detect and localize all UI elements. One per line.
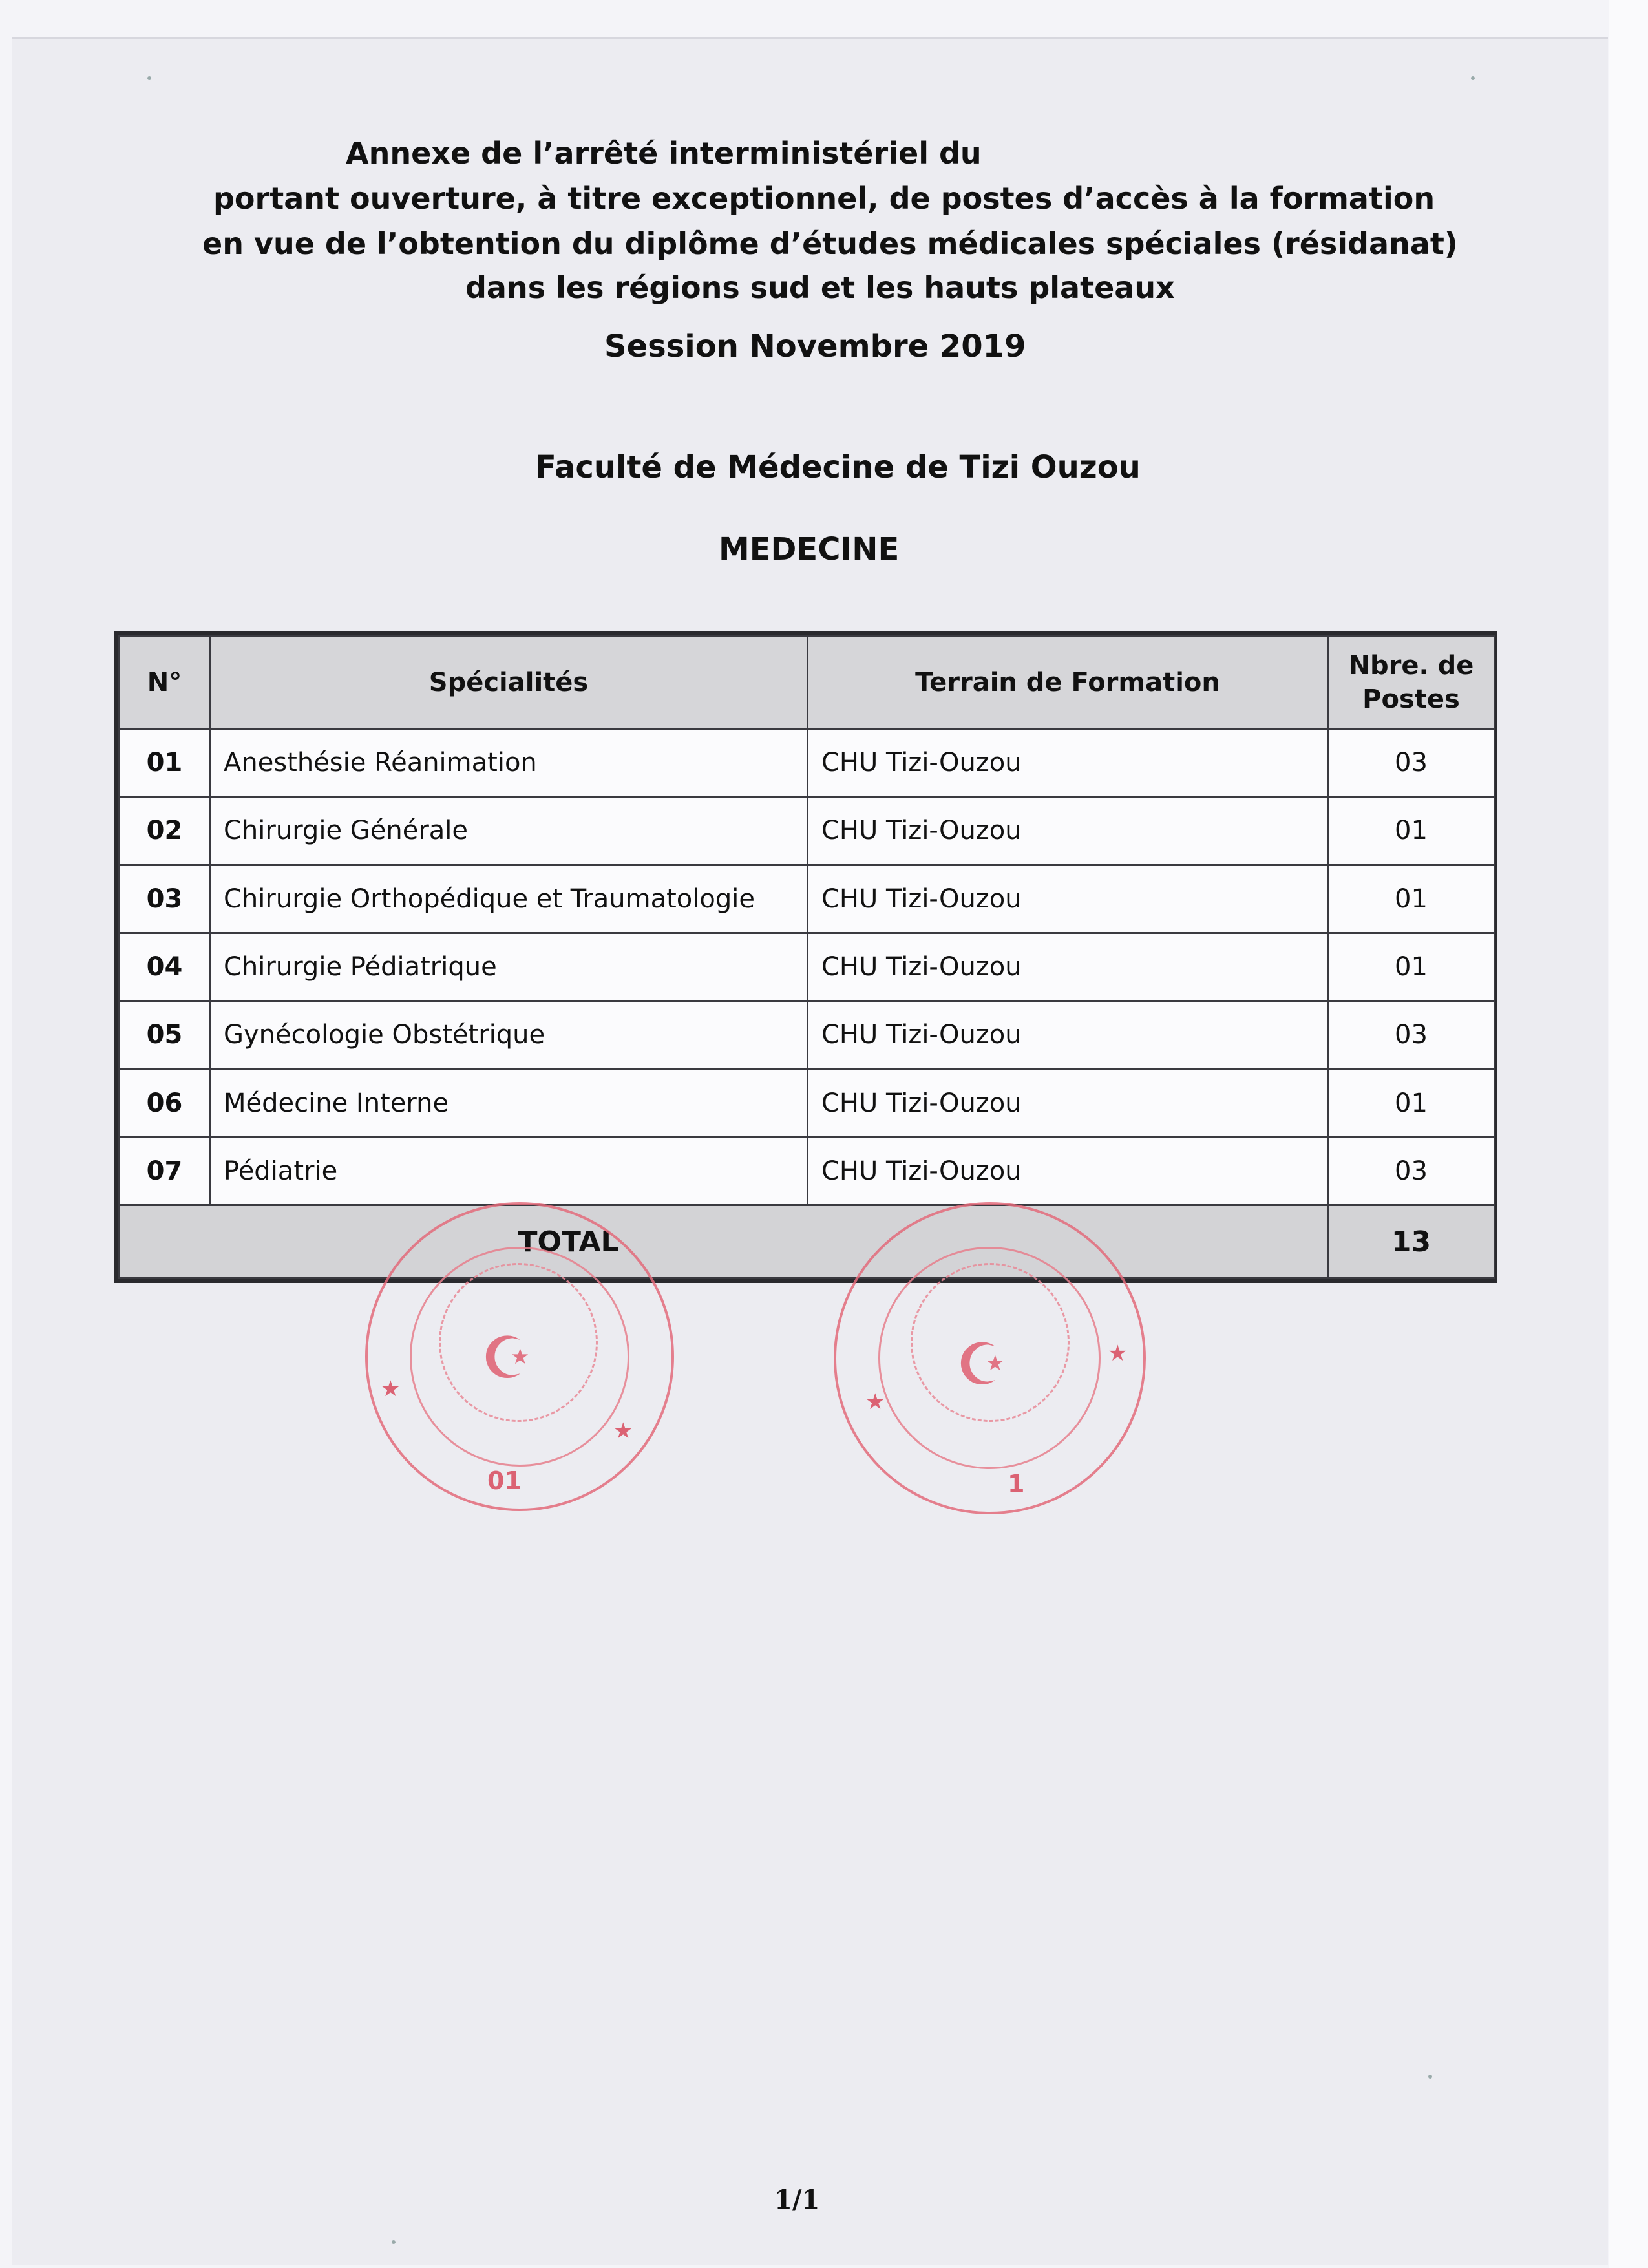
header-specialites: Spécialités	[210, 637, 808, 729]
row-num: 02	[120, 797, 210, 865]
star-icon: ★	[381, 1376, 401, 1402]
scan-edge	[1609, 0, 1648, 2268]
table-row	[120, 797, 1495, 865]
positions-table	[114, 631, 1497, 1283]
table-header-row	[120, 637, 1495, 729]
row-num: 01	[120, 729, 210, 797]
row-terrain: CHU Tizi-Ouzou	[808, 933, 1328, 1001]
table-row	[120, 1137, 1495, 1205]
row-terrain: CHU Tizi-Ouzou	[808, 1137, 1328, 1205]
row-terrain: CHU Tizi-Ouzou	[808, 865, 1328, 933]
table-row	[120, 1001, 1495, 1069]
row-specialite: Pédiatrie	[210, 1137, 808, 1205]
department-title: MEDECINE	[719, 531, 900, 567]
star-icon: ★	[865, 1389, 885, 1415]
header-line-1: Annexe de l’arrêté interministériel du	[346, 136, 982, 171]
total-value: 13	[1328, 1205, 1495, 1278]
row-postes: 03	[1328, 1137, 1495, 1205]
header-line-4: dans les régions sud et les hauts plateaux	[465, 270, 1175, 305]
scan-speck	[392, 2240, 396, 2244]
row-specialite: Chirurgie Orthopédique et Traumatologie	[210, 865, 808, 933]
table-row	[120, 729, 1495, 797]
row-num: 07	[120, 1137, 210, 1205]
star-icon: ★	[1108, 1341, 1128, 1366]
header-postes: Nbre. de Postes	[1328, 637, 1495, 729]
row-specialite: Chirurgie Pédiatrique	[210, 933, 808, 1001]
row-specialite: Médecine Interne	[210, 1069, 808, 1137]
page-number: 1/1	[774, 2185, 820, 2215]
official-stamp-right	[834, 1202, 1146, 1514]
row-terrain: CHU Tizi-Ouzou	[808, 1001, 1328, 1069]
table-row	[120, 1069, 1495, 1137]
official-stamp-left	[365, 1202, 674, 1511]
row-specialite: Gynécologie Obstétrique	[210, 1001, 808, 1069]
row-terrain: CHU Tizi-Ouzou	[808, 797, 1328, 865]
scan-speck	[147, 76, 151, 80]
header-terrain: Terrain de Formation	[808, 637, 1328, 729]
scan-speck	[1471, 76, 1475, 80]
total-label: TOTAL	[120, 1205, 1328, 1278]
header-num: N°	[120, 637, 210, 729]
header-line-2: portant ouverture, à titre exceptionnel, de postes d’accès à la formation	[213, 181, 1435, 216]
row-specialite: Chirurgie Générale	[210, 797, 808, 865]
star-icon: ★	[613, 1418, 633, 1444]
stamp-code: 1	[1008, 1470, 1025, 1498]
row-num: 03	[120, 865, 210, 933]
row-postes: 03	[1328, 1001, 1495, 1069]
row-specialite: Anesthésie Réanimation	[210, 729, 808, 797]
row-num: 05	[120, 1001, 210, 1069]
row-terrain: CHU Tizi-Ouzou	[808, 1069, 1328, 1137]
row-terrain: CHU Tizi-Ouzou	[808, 729, 1328, 797]
table-row	[120, 933, 1495, 1001]
row-postes: 03	[1328, 729, 1495, 797]
session-title: Session Novembre 2019	[604, 328, 1026, 365]
faculty-title: Faculté de Médecine de Tizi Ouzou	[535, 449, 1141, 485]
scan-speck	[1428, 2075, 1432, 2079]
crescent-icon: ☪	[956, 1331, 1008, 1399]
row-postes: 01	[1328, 933, 1495, 1001]
table-total-row	[120, 1205, 1495, 1278]
row-num: 06	[120, 1069, 210, 1137]
header-line-3: en vue de l’obtention du diplôme d’études médicales spéciales (résidanat)	[202, 226, 1458, 261]
row-num: 04	[120, 933, 210, 1001]
stamp-code: 01	[487, 1467, 522, 1495]
crescent-icon: ☪	[481, 1324, 533, 1392]
row-postes: 01	[1328, 865, 1495, 933]
row-postes: 01	[1328, 1069, 1495, 1137]
table-row	[120, 865, 1495, 933]
row-postes: 01	[1328, 797, 1495, 865]
